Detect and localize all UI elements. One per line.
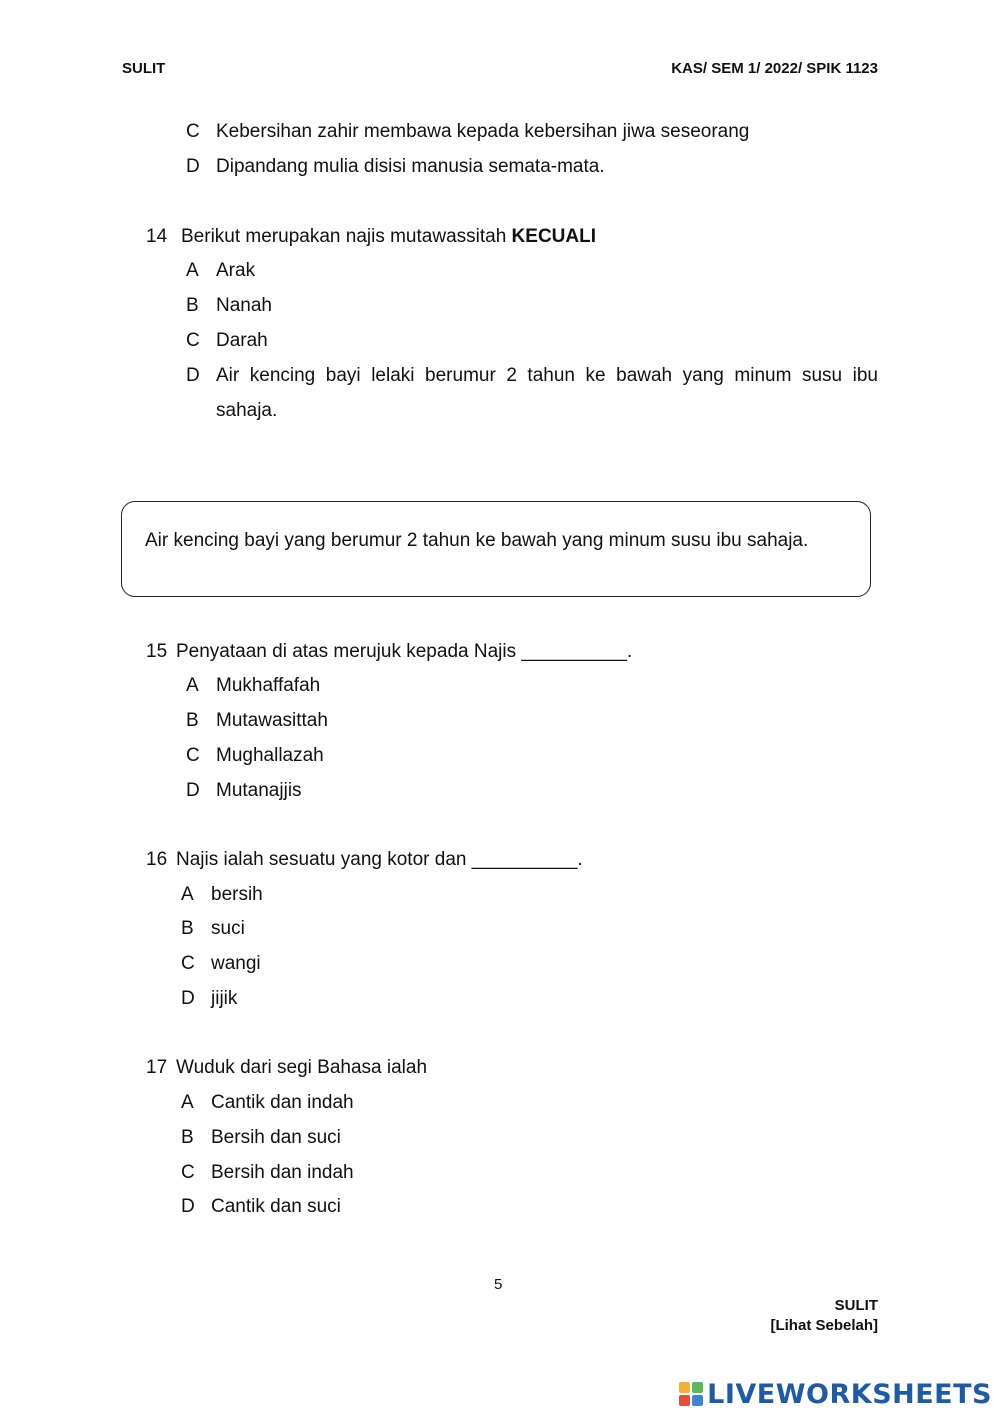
logo-tile <box>679 1382 690 1393</box>
q15-option-d: D Mutanajjis <box>186 780 302 801</box>
header-right: KAS/ SEM 1/ 2022/ SPIK 1123 <box>671 60 878 77</box>
q17-option-d: D Cantik dan suci <box>181 1196 341 1217</box>
q16-option-c: C wangi <box>181 953 261 974</box>
question-17-stem: 17 Wuduk dari segi Bahasa ialah <box>146 1057 428 1078</box>
q14-option-d-continued: sahaja. <box>216 400 278 421</box>
page-number: 5 <box>494 1276 503 1293</box>
question-16-stem: 16 Najis ialah sesuatu yang kotor dan __________. <box>146 849 583 870</box>
logo-tile <box>692 1382 703 1393</box>
option-c: C Kebersihan zahir membawa kepada kebersihan jiwa seseorang <box>186 121 750 142</box>
q15-option-b: B Mutawasittah <box>186 710 328 731</box>
logo-tile <box>679 1395 690 1406</box>
q14-option-c: C Darah <box>186 330 268 351</box>
q14-option-d: D Air kencing bayi lelaki berumur 2 tahun ke bawah yang minum susu ibu <box>186 365 878 386</box>
liveworksheets-logo[interactable] <box>679 1378 992 1410</box>
q16-option-b: B suci <box>181 918 245 939</box>
statement-text: Air kencing bayi yang berumur 2 tahun ke bawah yang minum susu ibu sahaja. <box>145 530 809 551</box>
q17-option-a: A Cantik dan indah <box>181 1092 354 1113</box>
logo-text: LIVEWORKSHEETS <box>707 1378 992 1410</box>
q15-option-c: C Mughallazah <box>186 745 324 766</box>
q15-option-a: A Mukhaffafah <box>186 675 321 696</box>
q17-option-b: B Bersih dan suci <box>181 1127 341 1148</box>
q17-option-c: C Bersih dan indah <box>181 1162 354 1183</box>
q14-option-b: B Nanah <box>186 295 272 316</box>
header-left: SULIT <box>122 60 166 77</box>
question-15-stem: 15 Penyataan di atas merujuk kepada Najis __________. <box>146 641 633 662</box>
liveworksheets-grid-icon <box>679 1382 703 1406</box>
footer-note: [Lihat Sebelah] <box>770 1317 878 1334</box>
q16-option-a: A bersih <box>181 884 263 905</box>
question-14-stem: 14 Berikut merupakan najis mutawassitah KECUALI <box>146 226 596 247</box>
q14-option-a: A Arak <box>186 260 256 281</box>
logo-tile <box>692 1395 703 1406</box>
option-d: D Dipandang mulia disisi manusia semata-mata. <box>186 156 605 177</box>
q16-option-d: D jijik <box>181 988 238 1009</box>
statement-box <box>121 501 871 597</box>
footer-sulit: SULIT <box>834 1297 878 1314</box>
